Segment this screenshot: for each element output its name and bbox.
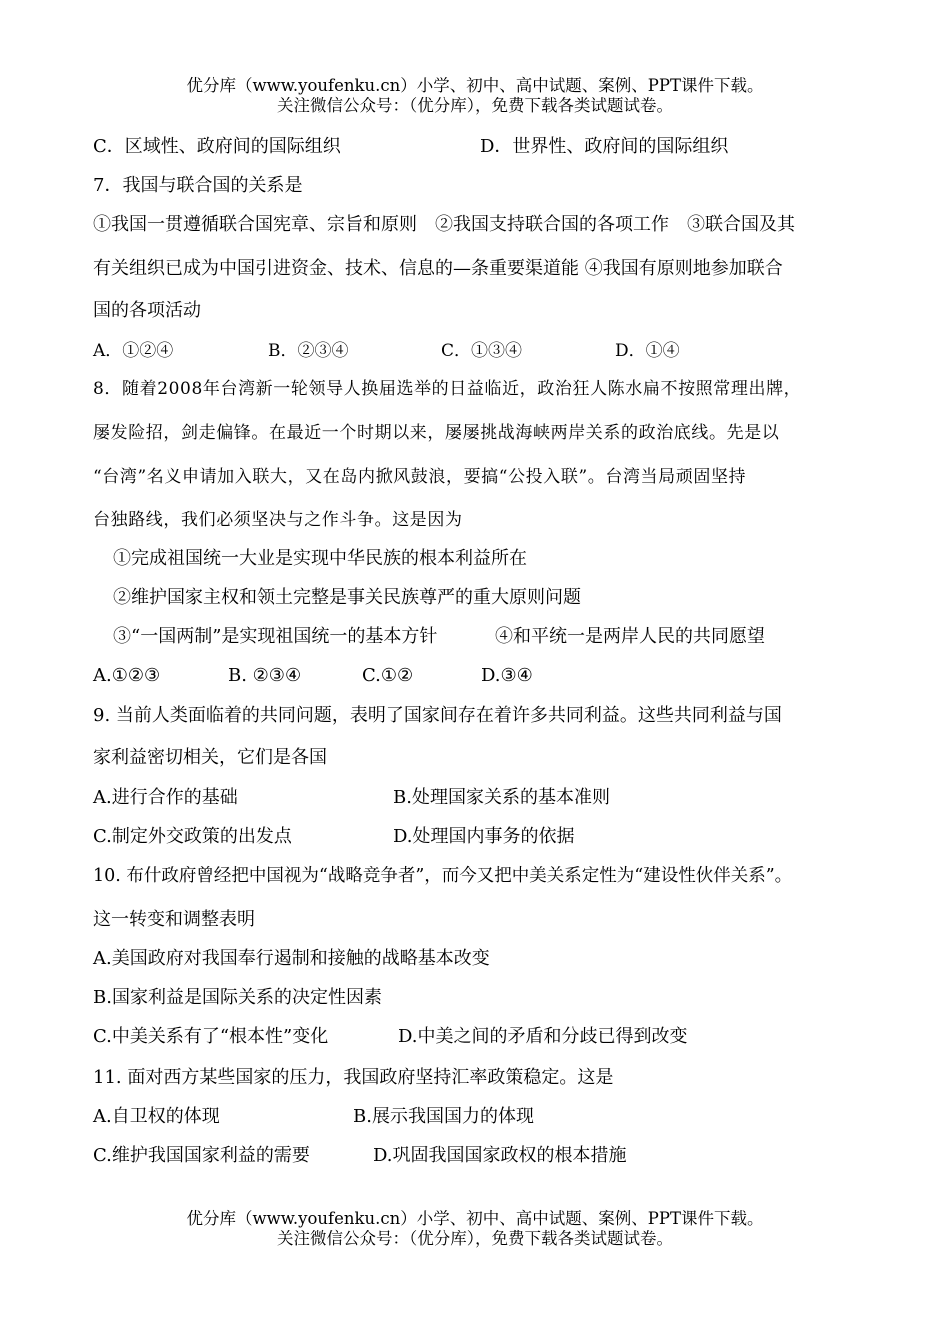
footer-line-2: 关注微信公众号：（优分库），免费下载各类试题试卷。 [277, 1229, 673, 1248]
q7-option-a: A．①②④ [93, 341, 174, 361]
q10-option-d: D.中美之间的矛盾和分歧已得到改变 [398, 1026, 688, 1047]
q7-statement-line-3: 国的各项活动 [93, 300, 201, 321]
q11-stem: 11. 面对西方某些国家的压力，我国政府坚持汇率政策稳定。这是 [93, 1067, 614, 1088]
q6-option-c: C．区域性、政府间的国际组织 [93, 136, 341, 157]
q8-item-4: ④和平统一是两岸人民的共同愿望 [495, 626, 765, 647]
q9-option-d: D.处理国内事务的依据 [393, 826, 575, 847]
q8-stem-line-2: 屡发险招，剑走偏锋。在最近一个时期以来，屡屡挑战海峡两岸关系的政治底线。先是以 [93, 423, 780, 443]
q10-stem-line-1: 10. 布什政府曾经把中国视为“战略竞争者”，而今又把中美关系定性为“建设性伙伴关系”。 [93, 866, 793, 886]
q11-option-c: C.维护我国国家利益的需要 [93, 1145, 310, 1166]
q9-option-a: A.进行合作的基础 [93, 787, 238, 808]
q8-item-3: ③“一国两制”是实现祖国统一的基本方针 [113, 626, 438, 647]
q8-option-a: A.①②③ [93, 665, 161, 686]
q11-option-b: B.展示我国国力的体现 [353, 1106, 534, 1127]
q8-stem-line-1: 8．随着2008年台湾新一轮领导人换届选举的日益临近，政治狂人陈水扁不按照常理出牌， [93, 379, 802, 399]
q8-item-1: ①完成祖国统一大业是实现中华民族的根本利益所在 [113, 548, 527, 569]
q10-option-b: B.国家利益是国际关系的决定性因素 [93, 987, 382, 1008]
q6-option-d: D．世界性、政府间的国际组织 [480, 136, 729, 157]
q9-stem-line-2: 家利益密切相关，它们是各国 [93, 747, 327, 768]
q10-option-a: A.美国政府对我国奉行遏制和接触的战略基本改变 [93, 948, 490, 969]
q9-option-b: B.处理国家关系的基本准则 [393, 787, 610, 808]
q8-stem-line-3: “台湾”名义申请加入联大，又在岛内掀风鼓浪，要搞“公投入联”。台湾当局顽固坚持 [93, 467, 747, 487]
q9-option-c: C.制定外交政策的出发点 [93, 826, 292, 847]
q8-item-2: ②维护国家主权和领土完整是事关民族尊严的重大原则问题 [113, 587, 581, 608]
q7-option-c: C．①③④ [441, 341, 523, 361]
q8-stem-line-4: 台独路线，我们必须坚决与之作斗争。这是因为 [93, 510, 463, 530]
q11-option-d: D.巩固我国国家政权的根本措施 [373, 1145, 627, 1166]
q8-option-b: B. ②③④ [228, 665, 302, 686]
q7-stem: 7．我国与联合国的关系是 [93, 175, 303, 196]
q7-option-d: D．①④ [615, 341, 680, 361]
q9-stem-line-1: 9. 当前人类面临着的共同问题，表明了国家间存在着许多共同利益。这些共同利益与国 [93, 705, 782, 726]
q8-option-c: C.①② [362, 665, 414, 686]
q10-stem-line-2: 这一转变和调整表明 [93, 909, 255, 930]
q10-option-c: C.中美关系有了“根本性”变化 [93, 1026, 329, 1047]
q8-option-d: D.③④ [481, 665, 533, 686]
q11-option-a: A.自卫权的体现 [93, 1106, 220, 1127]
footer-line-1: 优分库（www.youfenku.cn）小学、初中、高中试题、案例、PPT课件下载。 [186, 1209, 764, 1228]
q7-statement-line-2: 有关组织已成为中国引进资金、技术、信息的—条重要渠道能 ④我国有原则地参加联合 [93, 258, 783, 279]
q7-option-b: B．②③④ [268, 341, 349, 361]
q7-statement-line-1: ①我国一贯遵循联合国宪章、宗旨和原则 ②我国支持联合国的各项工作 ③联合国及其 [93, 214, 795, 235]
header-line-1: 优分库（www.youfenku.cn）小学、初中、高中试题、案例、PPT课件下载。 [186, 76, 764, 95]
header-line-2: 关注微信公众号：（优分库），免费下载各类试题试卷。 [277, 96, 673, 115]
